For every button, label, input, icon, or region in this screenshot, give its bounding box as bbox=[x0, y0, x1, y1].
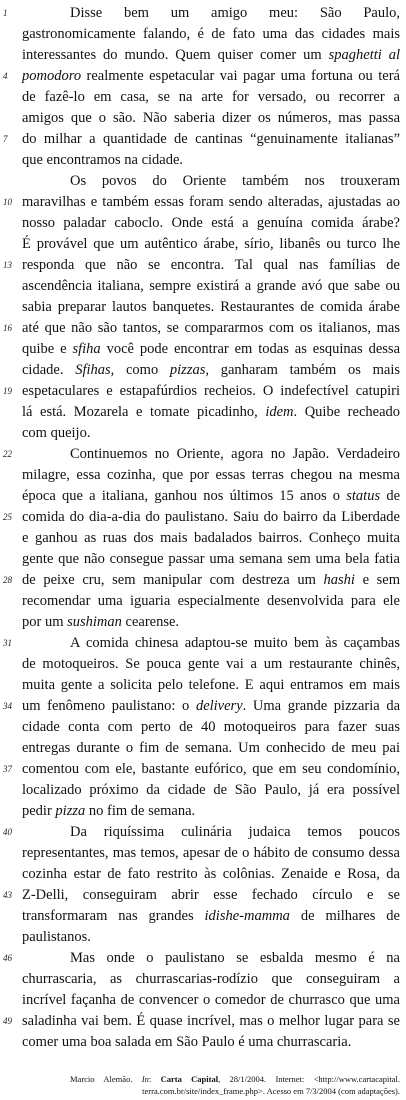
text-segment: , como bbox=[110, 362, 170, 378]
line-number: 13 bbox=[3, 260, 12, 270]
text-line bbox=[22, 927, 400, 948]
text-line bbox=[22, 885, 400, 906]
text-line bbox=[22, 276, 400, 297]
text-segment: um fenômeno paulistano: o bbox=[22, 698, 196, 714]
citation-segment: : bbox=[148, 1074, 161, 1084]
text-line bbox=[70, 3, 400, 24]
text-segment: com queijo. bbox=[22, 425, 91, 441]
text-line bbox=[22, 150, 400, 171]
text-line bbox=[22, 318, 400, 339]
text-line bbox=[22, 906, 400, 927]
text-segment: gastronomicamente falando, é de fato uma das cidades mais bbox=[22, 26, 400, 42]
italic-term: spaghetti al bbox=[328, 47, 400, 63]
text-segment: responda que não se encontra. Tal qual nas famílias de bbox=[22, 257, 400, 273]
line-number: 16 bbox=[3, 323, 12, 333]
citation-segment: Marcio Alemão. bbox=[70, 1074, 142, 1084]
source-citation bbox=[70, 1073, 400, 1097]
text-line bbox=[22, 129, 400, 150]
italic-term: hashi bbox=[323, 572, 355, 588]
text-segment: entregas durante o fim de semana. Um conhecido de meu pai bbox=[22, 740, 400, 756]
text-segment: , ganharam também os mais bbox=[205, 362, 400, 378]
text-segment: no fim de semana. bbox=[85, 803, 196, 819]
text-segment: representantes, mas temos, apesar de o hábito de consumo dessa bbox=[22, 845, 400, 861]
text-segment: . Uma grande pizzaria da bbox=[242, 698, 400, 714]
text-segment: que encontramos na cidade. bbox=[22, 152, 184, 168]
text-segment: cozinha estar de fato restrito às colônias. Zenaide e Rosa, da bbox=[22, 866, 400, 882]
citation-segment: In bbox=[141, 1074, 149, 1084]
text-segment: Z-Delli, conseguiram abrir esse fechado círculo e se bbox=[22, 887, 400, 903]
text-line bbox=[22, 864, 400, 885]
text-line bbox=[22, 528, 400, 549]
text-segment: você pode encontrar em todas as esquinas dessa bbox=[100, 341, 400, 357]
text-segment: A comida chinesa adaptou-se muito bem às caçambas bbox=[70, 635, 400, 651]
text-segment: cearense. bbox=[121, 614, 180, 630]
line-number: 28 bbox=[3, 575, 12, 585]
text-segment: gente que não consegue passar uma semana sem uma bela fatia bbox=[22, 551, 400, 567]
text-line bbox=[70, 633, 400, 654]
text-segment: cidade conta com perto de 40 motoqueiros para fazer suas bbox=[22, 719, 400, 735]
line-number: 43 bbox=[3, 890, 12, 900]
text-line bbox=[22, 1032, 400, 1053]
text-segment: incrível façanha de convencer o comedor de churrasco que uma bbox=[22, 992, 400, 1008]
text-line bbox=[22, 339, 400, 360]
text-line bbox=[22, 507, 400, 528]
italic-term: Sfihas bbox=[75, 362, 111, 378]
text-line bbox=[22, 87, 400, 108]
text-segment: lá está. Mozarela e tomate picadinho, bbox=[22, 404, 266, 420]
citation-segment: , 28/1/2004. Internet: <http://www.cartacapital. bbox=[218, 1074, 400, 1084]
text-line bbox=[22, 192, 400, 213]
line-number: 10 bbox=[3, 197, 12, 207]
source-citation-line-1 bbox=[70, 1073, 400, 1085]
line-number: 49 bbox=[3, 1016, 12, 1026]
text-segment: realmente espetacular vai pagar uma fortuna ou terá bbox=[81, 68, 400, 84]
italic-term: pomodoro bbox=[22, 68, 82, 84]
text-line bbox=[22, 654, 400, 675]
text-line bbox=[22, 780, 400, 801]
text-line bbox=[22, 381, 400, 402]
italic-term: sfiha bbox=[72, 341, 101, 357]
text-line bbox=[22, 549, 400, 570]
text-line bbox=[22, 402, 400, 423]
italic-term: sushiman bbox=[67, 614, 122, 630]
citation-segment: terra.com.br/site/index_frame.php>. Acesso em 7/3/2004 (com adaptações). bbox=[142, 1086, 400, 1096]
text-segment: maravilhas e também essas foram sendo alteradas, ajustadas ao bbox=[22, 194, 400, 210]
text-line bbox=[22, 423, 400, 444]
text-segment: do milhar a quantidade de cantinas “genuinamente italianas” bbox=[22, 131, 400, 147]
text-segment: interessantes do mundo. Quem quiser comer um bbox=[22, 47, 329, 63]
text-line bbox=[22, 465, 400, 486]
line-number: 37 bbox=[3, 764, 12, 774]
text-segment: churrascaria, as churrascarias-rodízio que conseguiram a bbox=[22, 971, 400, 987]
text-line bbox=[70, 171, 400, 192]
text-line bbox=[22, 990, 400, 1011]
line-number: 4 bbox=[3, 71, 8, 81]
text-line bbox=[22, 108, 400, 129]
text-line bbox=[22, 969, 400, 990]
line-number: 34 bbox=[3, 701, 12, 711]
text-segment: quibe e bbox=[22, 341, 73, 357]
line-number: 1 bbox=[3, 8, 8, 18]
text-line bbox=[22, 612, 400, 633]
line-number: 19 bbox=[3, 386, 12, 396]
text-line bbox=[22, 570, 400, 591]
text-line bbox=[22, 297, 400, 318]
italic-term: status bbox=[346, 488, 381, 504]
text-segment: ascendência italiana, sempre existirá a grande avó que sabe ou bbox=[22, 278, 400, 294]
text-segment: Disse bem um amigo meu: São Paulo, bbox=[70, 5, 400, 21]
text-segment: transformaram nas grandes bbox=[22, 908, 205, 924]
text-segment: espetaculares e estapafúrdios recheios. O indefectível catupiri bbox=[22, 383, 400, 399]
line-number: 40 bbox=[3, 827, 12, 837]
italic-term: pizza bbox=[55, 803, 86, 819]
text-segment: comer uma boa salada em São Paulo é uma churrascaria. bbox=[22, 1034, 352, 1050]
text-segment: comentou com ele, bastante eufórico, que em seu condomínio, bbox=[22, 761, 400, 777]
line-number: 46 bbox=[3, 953, 12, 963]
line-number: 22 bbox=[3, 449, 12, 459]
text-segment: paulistanos. bbox=[22, 929, 91, 945]
text-line bbox=[22, 801, 400, 822]
text-line bbox=[70, 822, 400, 843]
text-line bbox=[22, 738, 400, 759]
source-citation-line-2 bbox=[70, 1085, 400, 1097]
text-line bbox=[22, 1011, 400, 1032]
text-line bbox=[22, 45, 400, 66]
text-segment: de milhares de bbox=[289, 908, 400, 924]
text-line bbox=[22, 486, 400, 507]
text-segment: localizado próximo da cidade de São Paulo, já era possível bbox=[22, 782, 400, 798]
text-segment: época que a italiana, ganhou nos últimos 15 anos o bbox=[22, 488, 347, 504]
text-line bbox=[22, 759, 400, 780]
text-line bbox=[22, 591, 400, 612]
text-line bbox=[22, 360, 400, 381]
text-line bbox=[22, 24, 400, 45]
text-segment: nosso paladar caboclo. Onde está a genuína comida árabe? bbox=[22, 215, 400, 231]
italic-term: idem bbox=[265, 404, 294, 420]
text-segment: milagre, essa cozinha, que por essas terras chegou na mesma bbox=[22, 467, 400, 483]
citation-segment: Carta Capital bbox=[160, 1074, 219, 1084]
text-segment: amigos que o são. Não saberia dizer os números, mas passa bbox=[22, 110, 400, 126]
text-segment: de peixe cru, sem manipular com destreza um bbox=[22, 572, 324, 588]
text-segment: de fazê-lo em casa, se na arte for versado, ou recorrer a bbox=[22, 89, 400, 105]
line-number: 25 bbox=[3, 512, 12, 522]
text-line bbox=[22, 234, 400, 255]
line-number: 31 bbox=[3, 638, 12, 648]
text-segment: e ganhou as ruas dos mais badalados bairros. Conheço muita bbox=[22, 530, 400, 546]
italic-term: delivery bbox=[195, 698, 243, 714]
text-segment: cidade. bbox=[22, 362, 76, 378]
text-segment: Da riquíssima culinária judaica temos poucos bbox=[70, 824, 400, 840]
text-line bbox=[22, 675, 400, 696]
text-segment: recomendar uma iguaria especialmente desenvolvida para ele bbox=[22, 593, 400, 609]
text-segment: Continuemos no Oriente, agora no Japão. Verdadeiro bbox=[70, 446, 400, 462]
text-line bbox=[22, 213, 400, 234]
text-line bbox=[22, 843, 400, 864]
italic-term: pizzas bbox=[169, 362, 206, 378]
text-segment: Os povos do Oriente também nos trouxeram bbox=[70, 173, 400, 189]
text-segment: comida do dia-a-dia do paulistano. Saiu do bairro da Liberdade bbox=[22, 509, 400, 525]
text-segment: saladinha vai bem. É quase incrível, mas o melhor lugar para se bbox=[22, 1013, 400, 1029]
text-line bbox=[22, 255, 400, 276]
text-segment: de bbox=[380, 488, 400, 504]
text-segment: por um bbox=[22, 614, 68, 630]
text-segment: É provável que um autêntico árabe, sírio, libanês ou turco lhe bbox=[22, 236, 400, 252]
text-line bbox=[70, 444, 400, 465]
text-segment: até que não são tantos, se compararmos com os italianos, mas bbox=[22, 320, 400, 336]
text-line bbox=[70, 948, 400, 969]
text-line bbox=[22, 696, 400, 717]
text-segment: muita gente a solicita pelo telefone. E aqui entramos em mais bbox=[22, 677, 400, 693]
italic-term: idishe-mamma bbox=[204, 908, 290, 924]
text-segment: e sem bbox=[354, 572, 400, 588]
text-segment: pedir bbox=[22, 803, 56, 819]
text-segment: . Quibe recheado bbox=[293, 404, 400, 420]
text-segment: sabia preparar lautos banquetes. Restaurantes de comida árabe bbox=[22, 299, 400, 315]
text-line bbox=[22, 717, 400, 738]
text-segment: de motoqueiros. Se pouca gente vai a um restaurante chinês, bbox=[22, 656, 400, 672]
line-number: 7 bbox=[3, 134, 8, 144]
text-line bbox=[22, 66, 400, 87]
text-segment: Mas onde o paulistano se esbalda mesmo é na bbox=[70, 950, 400, 966]
